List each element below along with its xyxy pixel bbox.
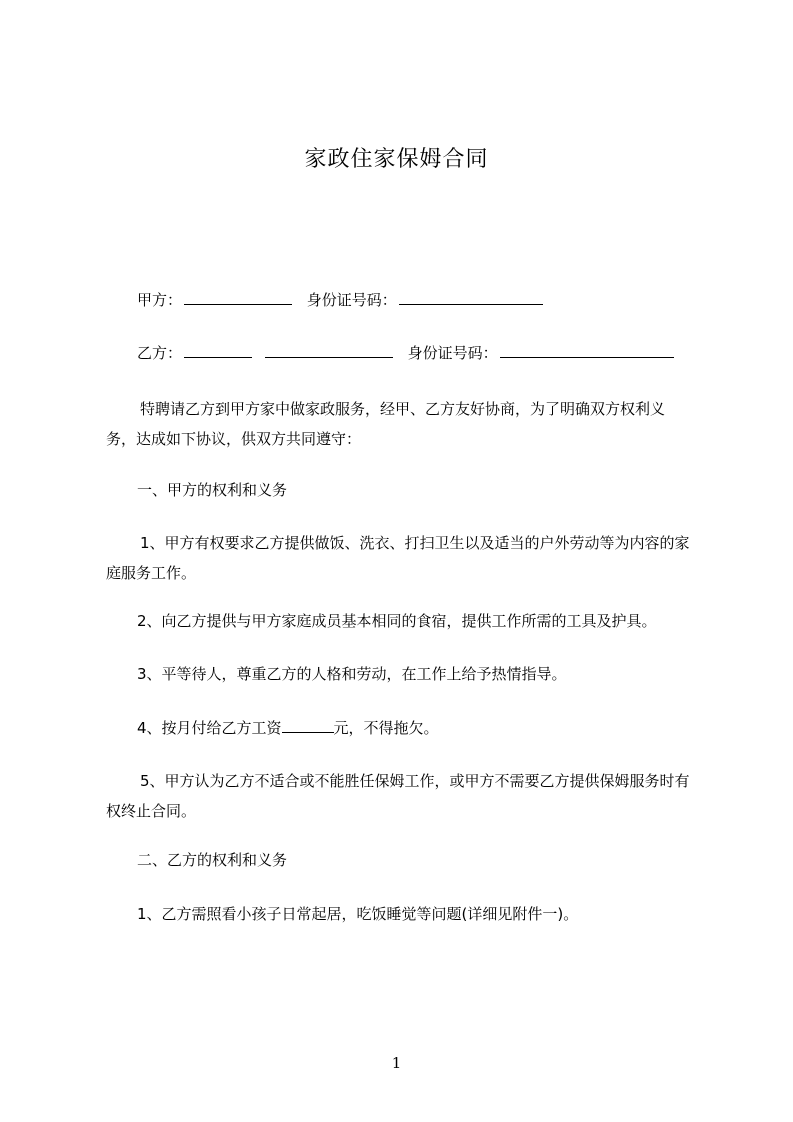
page-number: 1	[391, 1054, 402, 1072]
section1-heading: 一、甲方的权利和义务	[137, 481, 288, 499]
salary-blank[interactable]	[282, 716, 334, 733]
section1-item-1: 1、甲方有权要求乙方提供做饭、洗衣、打扫卫生以及适当的户外劳动等为内容的家庭服务工作。	[106, 534, 690, 582]
section1-item-2: 2、向乙方提供与甲方家庭成员基本相同的食宿，提供工作所需的工具及护具。	[137, 612, 657, 630]
party-b-name-blank[interactable]	[184, 341, 252, 358]
salary-suffix: 元，不得拖欠。	[333, 719, 439, 737]
salary-prefix: 4、按月付给乙方工资	[137, 719, 282, 737]
party-a-label: 甲方：	[137, 291, 183, 309]
section2-heading: 二、乙方的权利和义务	[137, 851, 288, 869]
party-b-id-label: 身份证号码：	[407, 344, 498, 362]
party-b-label: 乙方：	[137, 344, 183, 362]
party-a-id-blank[interactable]	[399, 288, 543, 305]
party-a-line	[137, 285, 545, 315]
party-b-extra-blank[interactable]	[265, 341, 393, 358]
party-a-id-label: 身份证号码：	[306, 291, 397, 309]
document-title: 家政住家保姆合同	[304, 147, 489, 172]
section1-item-3: 3、平等待人，尊重乙方的人格和劳动，在工作上给予热情指导。	[137, 665, 567, 683]
intro-paragraph: 特聘请乙方到甲方家中做家政服务，经甲、乙方友好协商，为了明确双方权利义务，达成如下协议，供双方共同遵守：	[106, 400, 666, 448]
party-a-name-blank[interactable]	[184, 288, 292, 305]
party-b-line	[137, 338, 676, 368]
section1-item-5: 5、甲方认为乙方不适合或不能胜任保姆工作，或甲方不需要乙方提供保姆服务时有权终止合同。	[106, 772, 690, 820]
section2-item-1: 1、乙方需照看小孩子日常起居，吃饭睡觉等问题(详细见附件一)。	[137, 905, 579, 923]
section1-item-4	[137, 713, 439, 743]
party-b-id-blank[interactable]	[500, 341, 674, 358]
